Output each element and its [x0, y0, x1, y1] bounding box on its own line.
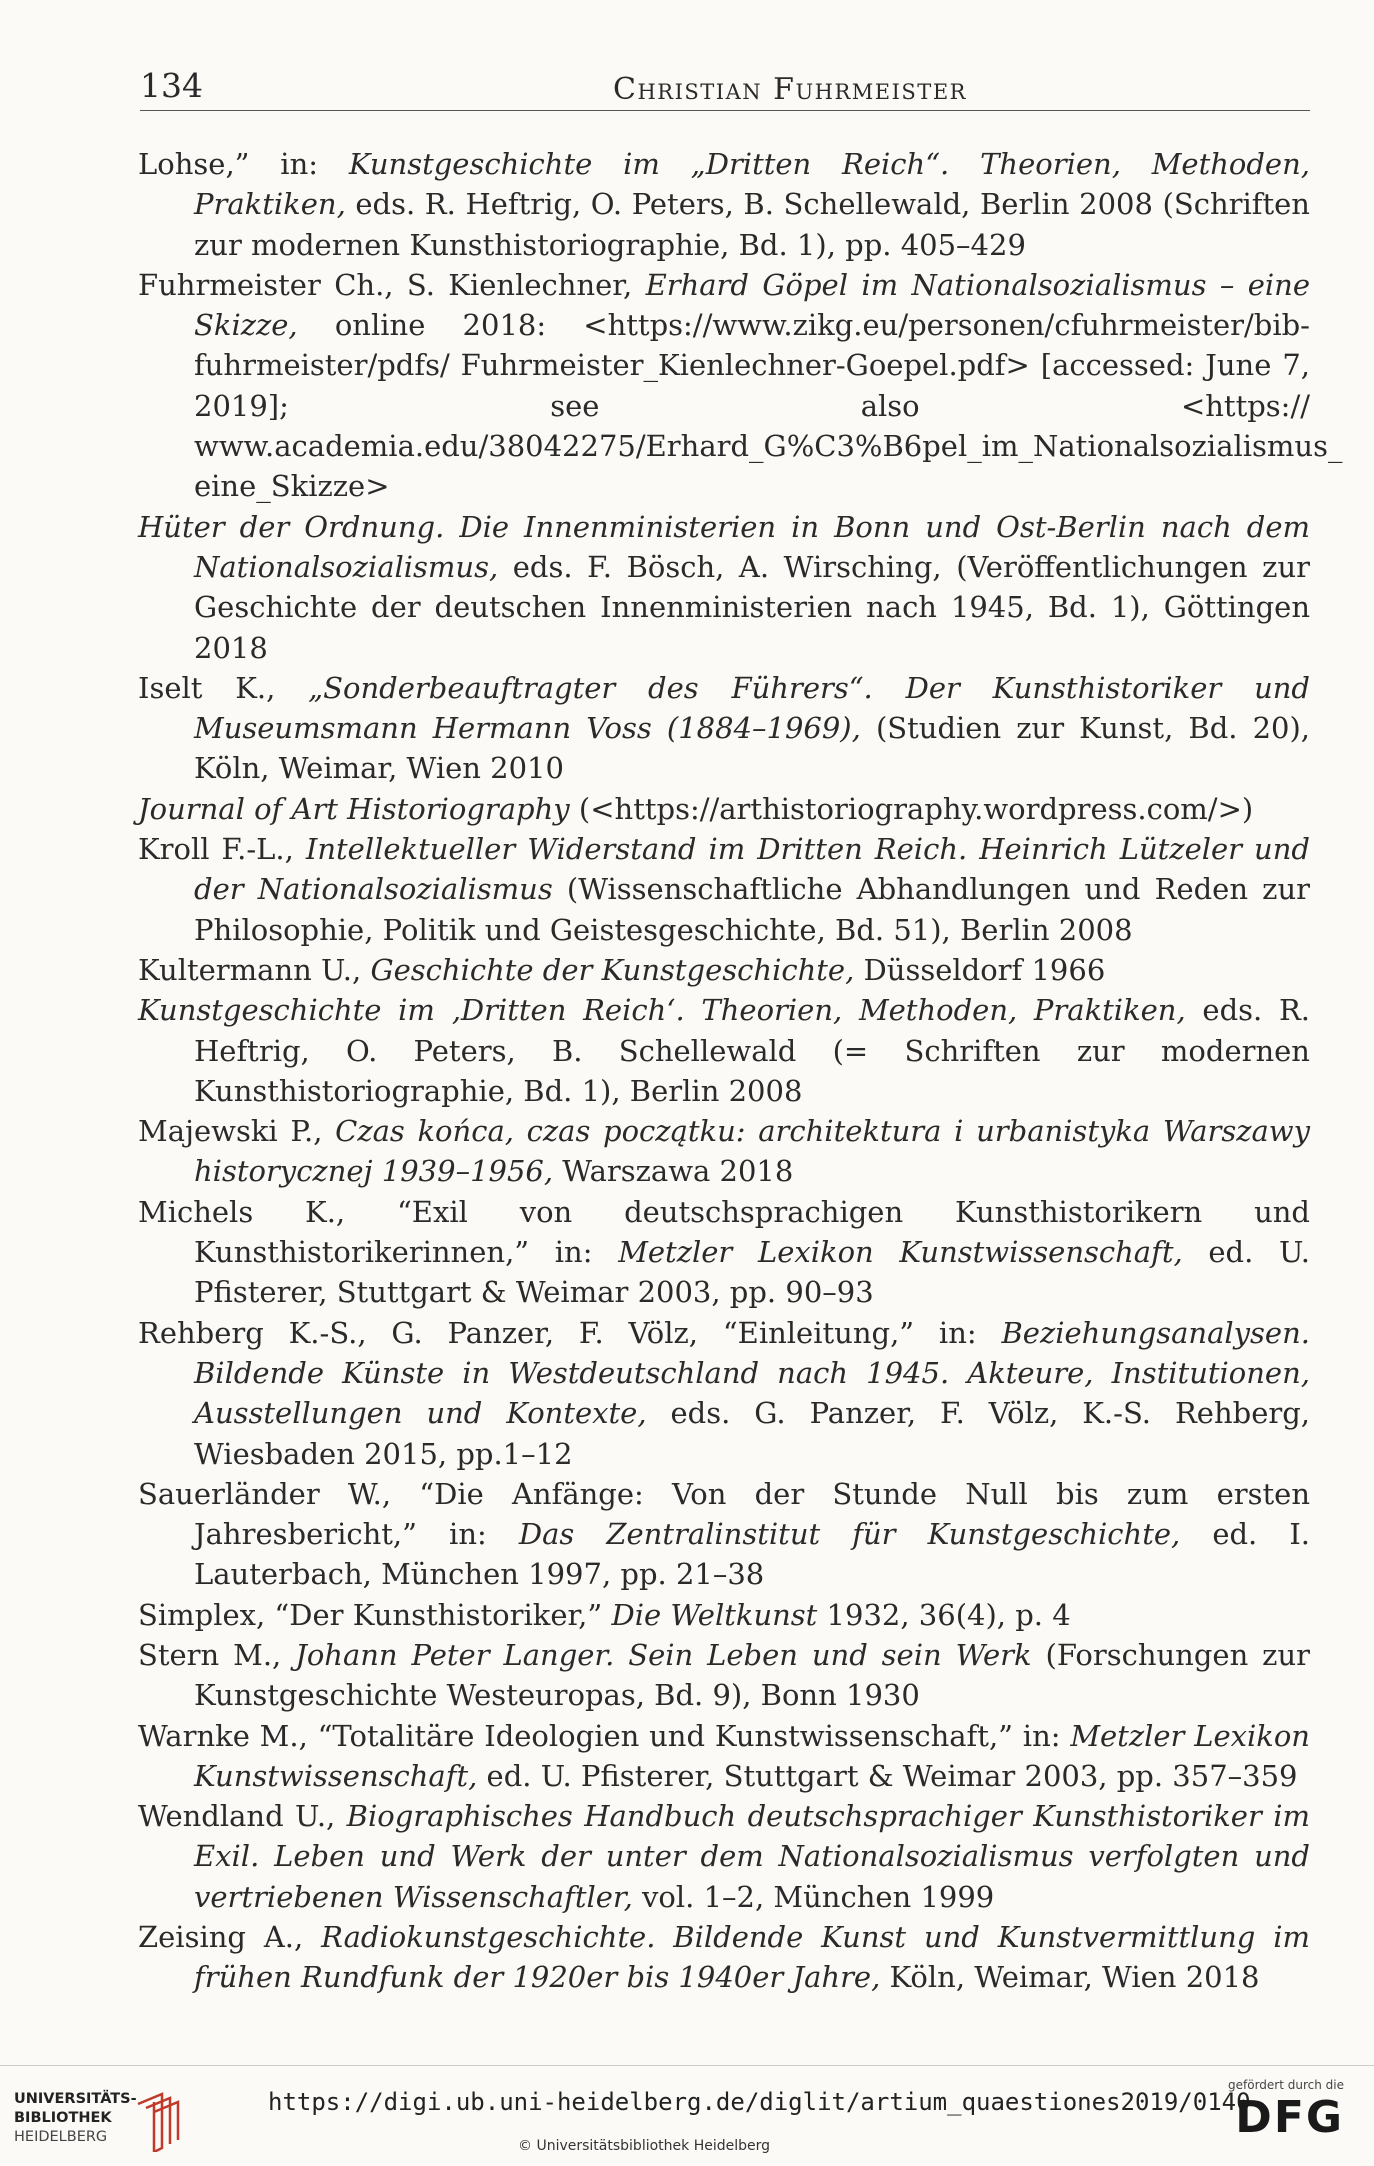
entry-text: eds. G. Panzer, F. Völz, K.-S. Rehberg, Wiesbaden 2015, pp.1–12 [194, 1396, 1310, 1471]
entry-text: (Forschungen zur Kunstgeschichte Westeuropas, Bd. 9), Bonn 1930 [194, 1637, 1310, 1713]
ub-logo-icon [132, 2090, 184, 2152]
bibliography-entry [138, 829, 1310, 950]
entry-text: Kroll F.-L., [138, 832, 306, 867]
entry-text: online 2018: <https://www.zikg.eu/personen/cfuhrmeister/bib-fuhrmeister/pdfs/ Fuhrmeister_Kienlechner-Goepel.pdf> [accessed: June 7, 2019]; see also <https:// www.academia.edu/38042275/Erhard_G%C3%B6pel_im_Nationalsozialismus_ eine_Skizze> [194, 308, 1343, 504]
dfg-wordmark: DFG [1235, 2092, 1344, 2143]
entry-text: Majewski P., [138, 1114, 336, 1149]
entry-text: 1932, 36(4), p. 4 [817, 1597, 1071, 1632]
entry-title: Johann Peter Langer. Sein Leben und sein Werk [295, 1637, 1032, 1672]
entry-text: eds. R. Heftrig, O. Peters, B. Schellewald (= Schriften zur modernen Kunsthistoriographie, Bd. 1), Berlin 2008 [194, 993, 1310, 1108]
library-name-line-2: BIBLIOTHEK [14, 2110, 112, 2126]
entry-title: Radiokunstgeschichte. Bildende Kunst und Kunstvermittlung im frühen Rundfunk der 1920er bis 1940er Jahre, [194, 1920, 1310, 1995]
entry-text: Michels K., “Exil von deutschsprachigen Kunsthistorikern und Kunsthistorikerinnen,” in: [138, 1194, 1310, 1270]
entry-text: Düsseldorf 1966 [854, 952, 1106, 987]
running-title: Christian Fuhrmeister [613, 72, 967, 107]
entry-text: ed. I. Lauterbach, München 1997, pp. 21–38 [194, 1517, 1311, 1592]
entry-text: Simplex, “Der Kunsthistoriker,” [138, 1597, 612, 1632]
library-name-line-1: UNIVERSITÄTS- [14, 2091, 137, 2107]
bibliography-entry [138, 990, 1310, 1111]
entry-text: Rehberg K.-S., G. Panzer, F. Völz, “Einleitung,” in: [138, 1315, 1002, 1350]
entry-title: Kunstgeschichte im ‚Dritten Reich‘. Theorien, Methoden, Praktiken, [138, 993, 1186, 1028]
entry-title: Intellektueller Widerstand im Dritten Reich. Heinrich Lützeler und der Nationalsozialismus [194, 832, 1310, 907]
page-number: 134 [140, 66, 203, 105]
entry-text: ed. U. Pfisterer, Stuttgart & Weimar 2003, pp. 90–93 [194, 1235, 1310, 1310]
entry-text: Wendland U., [138, 1799, 347, 1834]
funding-label: gefördert durch die [1228, 2078, 1344, 2092]
entry-title: Erhard Göpel im Nationalsozialismus – eine Skizze, [194, 267, 1310, 343]
bibliography-entry [138, 789, 1310, 829]
bibliography-list [138, 144, 1343, 1998]
dfg-logo[interactable] [1226, 2078, 1344, 2142]
entry-text: vol. 1–2, München 1999 [632, 1879, 995, 1914]
entry-title: Geschichte der Kunstgeschichte, [370, 952, 855, 987]
entry-text: (Studien zur Kunst, Bd. 20), Köln, Weimar, Wien 2010 [194, 711, 1311, 786]
entry-text: Fuhrmeister Ch., S. Kienlechner, [138, 267, 646, 302]
digitization-url-link[interactable]: https://digi.ub.uni-heidelberg.de/diglit/artium_quaestiones2019/0140 [268, 2088, 1251, 2116]
entry-text: Sauerländer W., “Die Anfänge: Von der Stunde Null bis zum ersten Jahresbericht,” in: [138, 1476, 1310, 1552]
bibliography-entry [138, 950, 1310, 990]
entry-title: Kunstgeschichte im „Dritten Reich“. Theorien, Methoden, Praktiken, [194, 147, 1310, 222]
bibliography-entry [138, 1595, 1310, 1635]
copyright-notice: © Universitätsbibliothek Heidelberg [518, 2138, 771, 2154]
entry-title: Journal of Art Historiography [138, 791, 570, 826]
entry-text: (Wissenschaftliche Abhandlungen und Reden zur Philosophie, Politik und Geistesgeschichte, Bd. 51), Berlin 2008 [194, 872, 1310, 947]
entry-text: Warszawa 2018 [553, 1154, 794, 1189]
bibliography-entry [138, 1192, 1310, 1313]
bibliography-entry [138, 144, 1310, 265]
bibliography-entry [138, 1111, 1310, 1192]
entry-text: Iselt K., [138, 670, 309, 705]
bibliography-entry [138, 1474, 1310, 1595]
bibliography-entry [138, 1313, 1310, 1474]
library-name [14, 2090, 137, 2147]
entry-text: Köln, Weimar, Wien 2018 [880, 1960, 1260, 1995]
entry-title: Biographisches Handbuch deutschsprachiger Kunsthistoriker im Exil. Leben und Werk der unter dem Nationalsozialismus verfolgten und vertriebenen Wissenschaftler, [194, 1799, 1310, 1914]
entry-text: Lohse,” in: [138, 147, 349, 181]
bibliography-entry [138, 265, 1343, 507]
entry-title: „Sonderbeauftragter des Führers“. Der Kunsthistoriker und Museumsmann Hermann Voss (1884–1969), [194, 670, 1310, 746]
entry-title: Metzler Lexikon Kunstwissenschaft, [194, 1718, 1310, 1793]
entry-text: Kultermann U., [138, 952, 371, 987]
ub-heidelberg-logo[interactable] [14, 2090, 184, 2152]
library-name-line-3: HEIDELBERG [14, 2129, 108, 2145]
bibliography-entry [138, 668, 1310, 789]
entry-text: (<https://arthistoriography.wordpress.com/>) [569, 791, 1254, 826]
bibliography-entry [138, 1635, 1310, 1716]
entry-text: Stern M., [138, 1637, 296, 1672]
entry-title: Das Zentralinstitut für Kunstgeschichte, [518, 1517, 1181, 1552]
bibliography-entry [138, 507, 1310, 668]
entry-text: Zeising A., [138, 1920, 322, 1955]
entry-title: Die Weltkunst [611, 1597, 818, 1632]
bibliography-entry [138, 1917, 1310, 1998]
entry-title: Hüter der Ordnung. Die Innenministerien in Bonn und Ost-Berlin nach dem Nationalsozialismus, [138, 509, 1310, 584]
entry-title: Czas końca, czas początku: architektura i urbanistyka Warszawy historycznej 1939–1956, [194, 1114, 1311, 1189]
entry-text: eds. R. Heftrig, O. Peters, B. Schellewald, Berlin 2008 (Schriften zur modernen Kunsthistoriographie, Bd. 1), pp. 405–429 [194, 187, 1310, 262]
entry-text: Warnke M., “Totalitäre Ideologien und Kunstwissenschaft,” in: [138, 1718, 1071, 1753]
bibliography-entry [138, 1796, 1310, 1917]
entry-text: eds. F. Bösch, A. Wirsching, (Veröffentlichungen zur Geschichte der deutschen Innenministerien nach 1945, Bd. 1), Göttingen 2018 [194, 549, 1310, 665]
entry-text: ed. U. Pfisterer, Stuttgart & Weimar 2003, pp. 357–359 [477, 1758, 1298, 1793]
entry-title: Metzler Lexikon Kunstwissenschaft, [618, 1235, 1183, 1270]
entry-title: Beziehungsanalysen. Bildende Künste in Westdeutschland nach 1945. Akteure, Institutionen, Ausstellungen und Kontexte, [194, 1315, 1310, 1431]
running-head [140, 62, 1310, 111]
digitization-footer [0, 2065, 1374, 2166]
bibliography-entry [138, 1716, 1310, 1797]
